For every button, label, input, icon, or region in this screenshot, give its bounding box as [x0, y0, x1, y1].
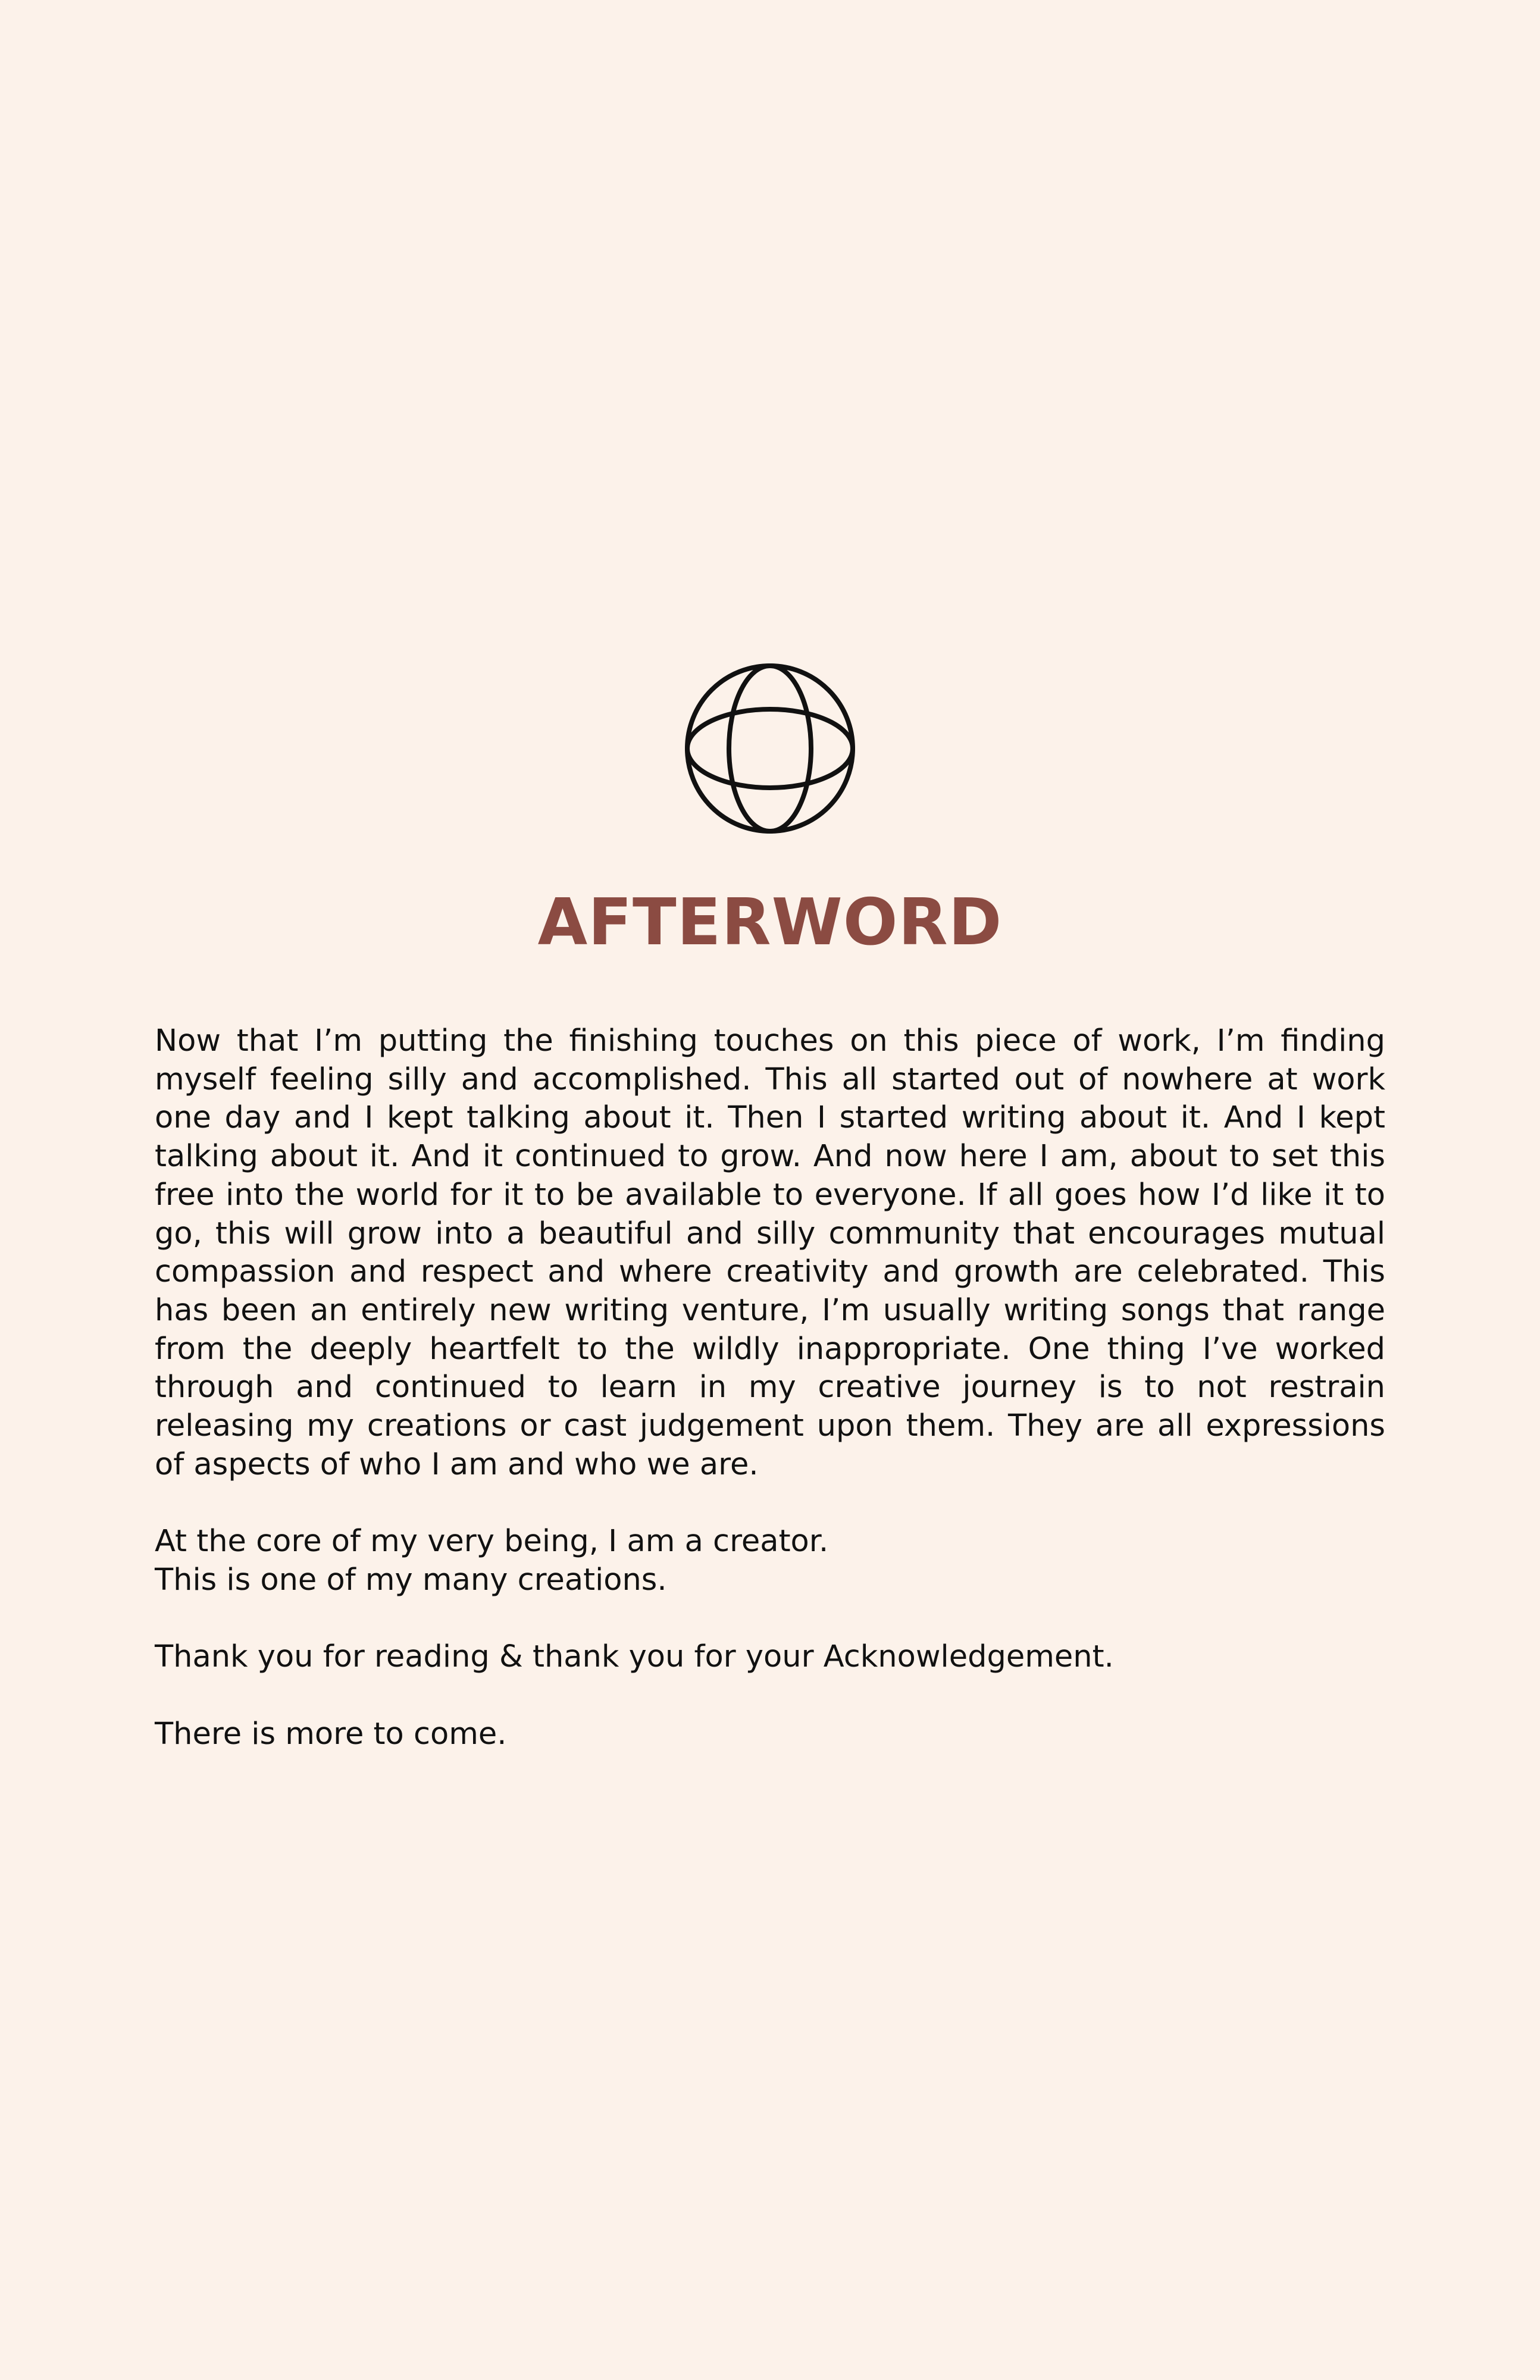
afterword-paragraph-creator: [155, 1523, 1385, 1599]
afterword-body: [155, 1022, 1385, 1792]
creator-line-1: At the core of my very being, I am a creator.: [155, 1524, 829, 1559]
creator-line-2: This is one of my many creations.: [155, 1562, 667, 1598]
closing-line: There is more to come.: [155, 1716, 507, 1752]
globe-icon: [684, 663, 856, 834]
afterword-paragraph-main: Now that I’m putting the finishing touches on this piece of work, I’m finding myself feeling silly and accomplished. This all started out of nowhere at work one day and I kept talking about it. Then I started writing about it. And I kept talking about it. And it continued to grow. And now here I am, about to set this free into the world for it to be available to everyone. If all goes how I’d like it to go, this will grow into a beautiful and silly community that encourages mutual compassion and respect and where creativity and growth are celebrated. This has been an entirely new writing venture, I’m usually writing songs that range from the deeply heartfelt to the wildly inappropriate. One thing I’ve worked through and continued to learn in my creative journey is to not restrain releasing my creations or cast judgement upon them. They are all expressions of aspects of who I am and who we are.: [155, 1023, 1385, 1482]
thank-you-line: Thank you for reading & thank you for your Acknowledgement.: [155, 1639, 1114, 1675]
page-title: AFTERWORD: [537, 885, 1003, 960]
